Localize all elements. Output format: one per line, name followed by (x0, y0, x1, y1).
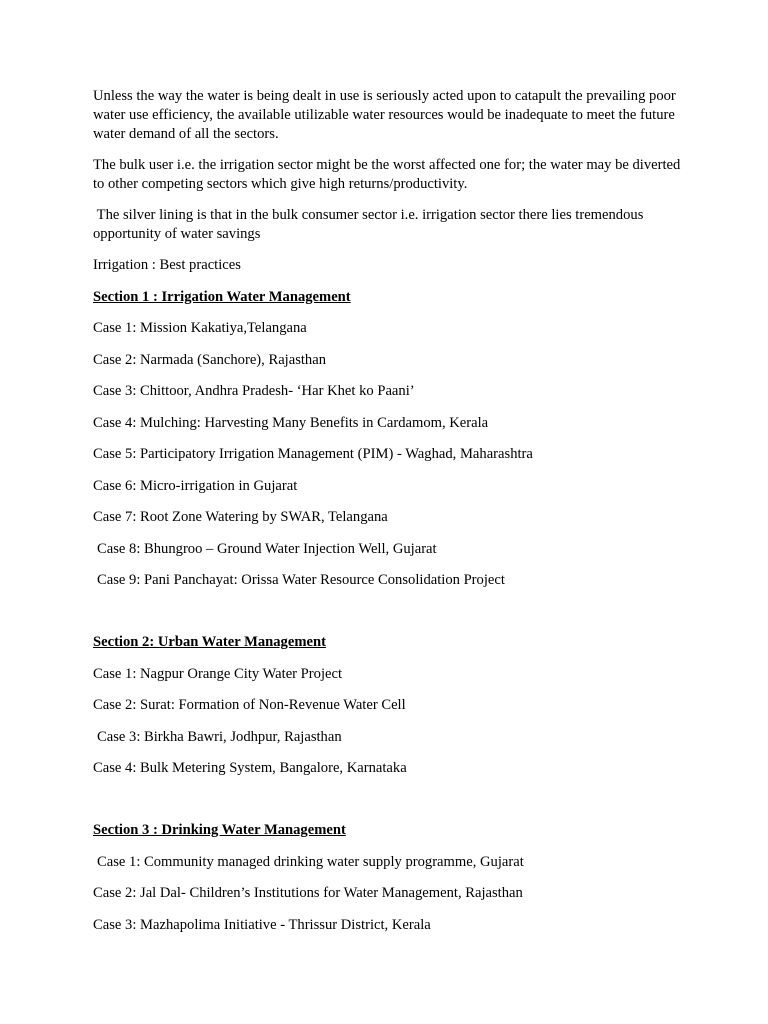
section-2-heading: Section 2: Urban Water Management (93, 634, 326, 650)
list-item: Case 9: Pani Panchayat: Orissa Water Resource Consolidation Project (97, 572, 505, 588)
list-item: Case 1: Mission Kakatiya,Telangana (93, 320, 307, 336)
list-item: Case 3: Chittoor, Andhra Pradesh- ‘Har Khet ko Paani’ (93, 383, 415, 399)
list-item: Case 2: Jal Dal- Children’s Institutions for Water Management, Rajasthan (93, 885, 523, 901)
intro-paragraph-2: The bulk user i.e. the irrigation sector might be the worst affected one for; the water may be diverted to other competing sectors which give high returns/productivity. (93, 157, 681, 192)
list-item: Case 2: Surat: Formation of Non-Revenue Water Cell (93, 697, 406, 713)
section-1-heading: Section 1 : Irrigation Water Management (93, 288, 351, 305)
intro-paragraph-1: Unless the way the water is being dealt in use is seriously acted upon to catapult the prevailing poor water use efficiency, the available utilizable water resources would be inadequate to meet the future water demand of all the sectors. (93, 88, 676, 142)
list-item: Case 6: Micro-irrigation in Gujarat (93, 477, 298, 494)
list-item: Case 3: Mazhapolima Initiative - Thrissur District, Kerala (93, 916, 431, 933)
document-page (93, 87, 683, 947)
list-item: Case 2: Narmada (Sanchore), Rajasthan (93, 351, 327, 368)
section-3-heading: Section 3 : Drinking Water Management (93, 822, 346, 838)
list-item: Case 4: Mulching: Harvesting Many Benefits in Cardamom, Kerala (93, 414, 489, 431)
list-item: Case 1: Nagpur Orange City Water Project (93, 665, 343, 682)
best-practices-label: Irrigation : Best practices (93, 257, 241, 273)
list-item: Case 7: Root Zone Watering by SWAR, Telangana (93, 509, 388, 525)
list-item: Case 3: Birkha Bawri, Jodhpur, Rajasthan (97, 728, 342, 745)
list-item: Case 8: Bhungroo – Ground Water Injection Well, Gujarat (97, 540, 437, 557)
list-item: Case 4: Bulk Metering System, Bangalore, Karnataka (93, 760, 407, 776)
list-item: Case 1: Community managed drinking water supply programme, Gujarat (97, 853, 524, 870)
intro-paragraph-3: The silver lining is that in the bulk consumer sector i.e. irrigation sector there lies tremendous opportunity of water savings (93, 207, 648, 242)
list-item: Case 5: Participatory Irrigation Management (PIM) - Waghad, Maharashtra (93, 446, 533, 462)
